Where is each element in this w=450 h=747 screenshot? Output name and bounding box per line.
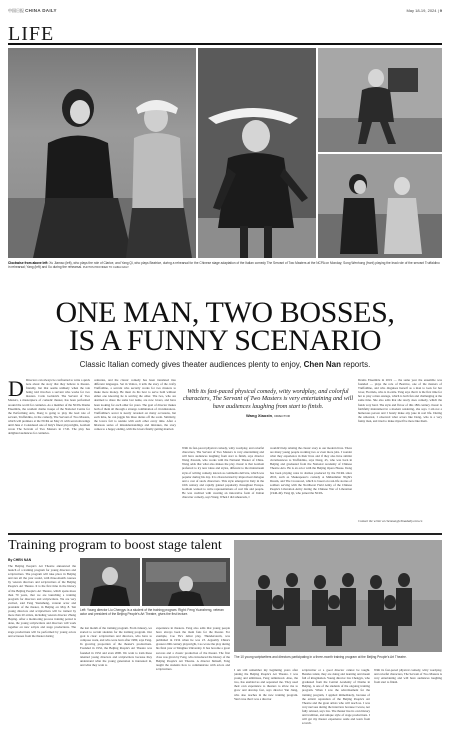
- section-rule: [8, 43, 442, 45]
- training-column-4: [234, 668, 298, 742]
- deck-byline: Chen Nan: [303, 360, 341, 369]
- story-divider: [8, 533, 442, 535]
- masthead-chinese: 中国日报: [8, 8, 24, 13]
- pull-quote-name: Wang Xiaoxin: [246, 413, 273, 419]
- deck-text: Classic Italian comedy gives theater audiences plenty to enjoy,: [79, 360, 302, 369]
- story-column-3-text: With its fast-paced physical comedy, witty wordplay, and colorful characters, The Servant of Two Masters is very entertaining and will have audiences laughing from start to finish, says director Wang Xiaoxin, who works with the National Theater of China. Wang adds that what also makes the play classic is that Goldoni preferred to try new ideas and styles, different to the mainstream style of writing comedy, known as commedia dell'arte, which was popular during his day. It is characterized by improvised dialogue and a cast of stock characters. This style emerged in Italy in the 16th century and rapidly gained popularity throughout Europe. Goldoni wanted to write representations of real life and people. He was credited with creating an innovative form of Italian character comedy, says Wang. When I did rehearsals, I: [182, 446, 264, 500]
- issue-date: May 18-19, 2024: [406, 8, 437, 13]
- page-header: [8, 6, 442, 16]
- training-headline: Training program to boost stage talent: [8, 538, 222, 553]
- deck: [0, 360, 450, 369]
- page-number: 9: [439, 8, 442, 13]
- training-column-2-text: the last month of the training program. From January, we started to recruit students for the training program. Our goal is clear: scriptwriters and directors, who have to compose work, and who were born after 1980, says Feng. In growing proportion of the theater's productions. Founded in 1952, the Beijing People's Art Theatre was founded in 1952 and even 2000. We want to train these talented young directors and scriptwriters because they understand what the young generation is interested in, and what they want to: [80, 626, 152, 667]
- training-column-5: [302, 668, 370, 742]
- rehearsal-photo-middle-image: [198, 48, 316, 258]
- drop-cap: D: [8, 378, 24, 401]
- main-photo-caption: [8, 261, 442, 270]
- training-group-caption: The 10 young scriptwriters and directors participating in a three-month training program at the Beijing People's Art Theatre.: [234, 655, 407, 659]
- training-column-1-text: The Beijing People's Art Theatre announced the launch of a training program for young directors and scriptwriters. The program will take place in Beijing and run all the year round, with three-month courses by veteran directors and scriptwriters of the Beijing People's Art Theatre. It is the first time in the history of the Beijing People's Art Theatre, which spans more than 70 years, that we are launching a training program for directors and scriptwriters. We are very excited, said Feng Yuanzheng, veteran actor and president of the theater, in Beijing on May 8. Ten young directors and scriptwriters will be trained by more than 20 artists, including veteran director Zhang Heping. After a monitoring process training period is done, the young scriptwriters and directors will work together on new scripts and stage productions. The stage productions will be performed by young actors and actresses from the theater during: [8, 564, 76, 638]
- headline-line1: ONE MAN, TWO BOSSES,: [55, 296, 395, 329]
- training-column-4-text: I am still remember my beginning years after joining the Beijing People's Art Theatre. I was young and ambitious, Feng reminisced. Also, the two, has enabled us and separated me. They used their own experience to theaters to allow me to grow and develop fast, says director Yan Jiang, who also teaches in the new training program. Yan's true that I was a director: [234, 668, 298, 701]
- rehearsal-photo-right-top: [318, 48, 442, 152]
- training-photo-right-image: [142, 558, 230, 606]
- rehearsal-photo-left-image: [8, 48, 196, 258]
- story-column-5-text: Drama Ensemble in 2019 — the same year the ensemble was founded — plays the role of Beatrice, one of the masters of Truffaldino, and who disguises herself as a man to look for her lover, Florindo, who is in exile. Yang says that it is the first time for her to play a man onstage, which is both fun and challenging at the same time. She also adds that she rarely does comedy, which the funds very hard. The style and flavor of this 18th century classic is faithfully maintained in a modern rendering, she says. I am not a humorous person and I barely make any joke in real life. During the rehearsal, I observed what actors like Dong, who is a very funny man, and tried to make myself be more like them.: [358, 378, 442, 423]
- training-column-6: [374, 668, 442, 742]
- training-column-1: [8, 564, 76, 740]
- brand-name: CHINA DAILY: [25, 8, 57, 13]
- rehearsal-photo-left: [8, 48, 196, 258]
- training-photo-right: [142, 558, 230, 606]
- story-column-1: [8, 378, 90, 528]
- story-column-2-text: centuries, and the classic comedy has been translated into different languages. Set in Venice, it tells the story of the crafty Truffaldino, a servant who secretly works for two masters to make more money. He must do his best to serve both without either one knowing he is serving the other. The two, who are destined to share the same last name, are now lovers, and have been looking for each other for years. The goal of director makes both of them all through a strange combination of circumstances. Truffaldino's secret is nearly revealed on many occasions, but each time, he can juggle his three duties off the scent. Similarly, the lovers fail to reunite with each other every time. After a hilarious series of misunderstandings and mistakes, the story comes to a happy ending, with the lovers finally getting married.: [94, 378, 176, 432]
- deck-suffix: reports.: [343, 360, 371, 369]
- caption-lead: Clockwise from above left:: [8, 261, 49, 265]
- pull-quote: [182, 388, 354, 440]
- rehearsal-photo-right-bottom-image: [318, 154, 442, 258]
- rehearsal-photo-right-bottom: [318, 154, 442, 258]
- story-column-2: [94, 378, 176, 528]
- rehearsal-photo-middle: [198, 48, 316, 258]
- headline-line2: IS A FUNNY SCENARIO: [68, 324, 382, 357]
- caption-text: Xu Jiamao (left), who plays the role of Clarice, and Yang Qi, who plays Beatrice, during a rehearsal for the Chinese stage adaptation of the Italian comedy The Servant of Two Masters at the NCPA on Monday; Song Wenhong (front) playing the lead role of the servant Truffaldino in rehearsal; Yang (left) and Xu during the rehearsal.: [8, 261, 440, 269]
- training-photo-left: [80, 558, 140, 606]
- page-info: May 18-19, 2024 | 9: [406, 8, 442, 13]
- pull-quote-text: With its fast-paced physical comedy, witty wordplay, and colorful characters, The Servant of Two Masters is very entertaining and will have audiences laughing from start to finish.: [182, 388, 354, 410]
- caption-credit: PHOTOS PROVIDED TO CHINA DAILY: [82, 266, 129, 269]
- training-column-3-text: experience in theaters. Feng also adds that young people have always been the main fans for the theater. For example, Cao Yu's debut play, Thunderstorm, was published in 1934 when he was 23. Arguably China's greatest 20th century playwright, Cao wrote the play during his final year at Tsinghua University. It has become a great success and a classic production of the theater. The first class was given by Feng, who introduced the history of the Beijing People's Art Theatre. A director himself, Feng taught the students how to communicate with actors and scriptwriters.: [156, 626, 230, 671]
- pull-quote-attribution: Wang Xiaoxin, DIRECTOR: [246, 413, 290, 419]
- training-photo-caption: Left: Young director Liu Chengyu is a student of the training program. Right: Feng Yuanzheng, veteran actor and president of the Beijing People's Art Theatre, gives the first lecture.: [80, 608, 224, 616]
- masthead: [8, 8, 57, 14]
- contact-line: Contact the writer at chennan@chinadaily.com.cn: [358, 519, 423, 523]
- story-column-5: [358, 378, 442, 518]
- training-column-5-text: scriptwriter or a good director cannot be taught. Besides talent, they are doing and learning and meant full of imagination. Young director Liu Chengyu, who graduated from the Central Academy of Drama in Beijing, is one of the students of the ongoing training program. When I saw the advertisement for the training program, I applied immediately, because of the artistic reputation of the Beijing People's Art Theatre and the great artists who will teach us. I was very nervous during the interview because I wrote, not fully relaxed, says Liu. The theater has its own history and tradition, and unique style of stage productions. I will get my theater experience aside and learn from scratch.: [302, 668, 370, 726]
- pull-quote-role: DIRECTOR: [274, 414, 290, 419]
- training-group-photo-image: [234, 540, 442, 652]
- training-byline: By CHEN NAN: [8, 558, 32, 562]
- story-column-3: [182, 446, 264, 528]
- training-column-6-text: With its fast-paced physical comedy, witty wordplay, and colorful characters, The Servant of Two Masters is very entertaining and will have audiences laughing from start to finish.: [374, 668, 442, 685]
- story-column-4-text: wouldn't help relating the classic story to our modern lives. There are many young people working two or even more jobs. I wonder what they experience in their lives and if they also have similar circumstances to Truffaldino, says Dong, 45, who was born in Beijing and graduated from the National Academy of Chinese Theatre Arts. He is an actor with the Beijing Opera House. Dong has been playing roles in dramas produced by the NCPA since 2010, such as Shakespeare's comedy A Midsummer Night's Dream, and The Crossroad, which is based on real-life stories of soldiers serving with the Northwest Field Army of the Chinese People's Liberation Army during the Chinese War of Liberation (1946-49). Yang Qi, who joined the NCPA: [270, 446, 352, 496]
- section-title: LIFE: [8, 23, 55, 45]
- training-group-photo: [234, 540, 442, 652]
- training-column-3: [156, 626, 230, 740]
- rehearsal-photo-right-top-image: [318, 48, 442, 152]
- training-photo-left-image: [80, 558, 140, 606]
- story-column-4: [270, 446, 352, 528]
- story-column-1-text: Directors can always be confronted to write a quick note about the story that they believe is theater-friendly, but that seems unlikely when the tale being told involves a servant who works for two masters. Carlo Goldoni's The Servant of Two Masters, a masterpiece of comedic theater, has been performed around the world for centuries. As a member of the NCPA Drama Ensemble, the resident drama troupe of the National Centre for the Performing Arts, Dong is going to play the lead role of servant, Truffaldino, in the comedy, The Servant of Two Masters, which will premiere at the NCPA on May 21 with seven showings until June 2. Considered one of Italy's finest playwrights, Goldoni wrote The Servant of Two Masters in 1745. The play has delighted audiences for centuries.: [8, 378, 90, 436]
- training-column-2: [80, 626, 152, 740]
